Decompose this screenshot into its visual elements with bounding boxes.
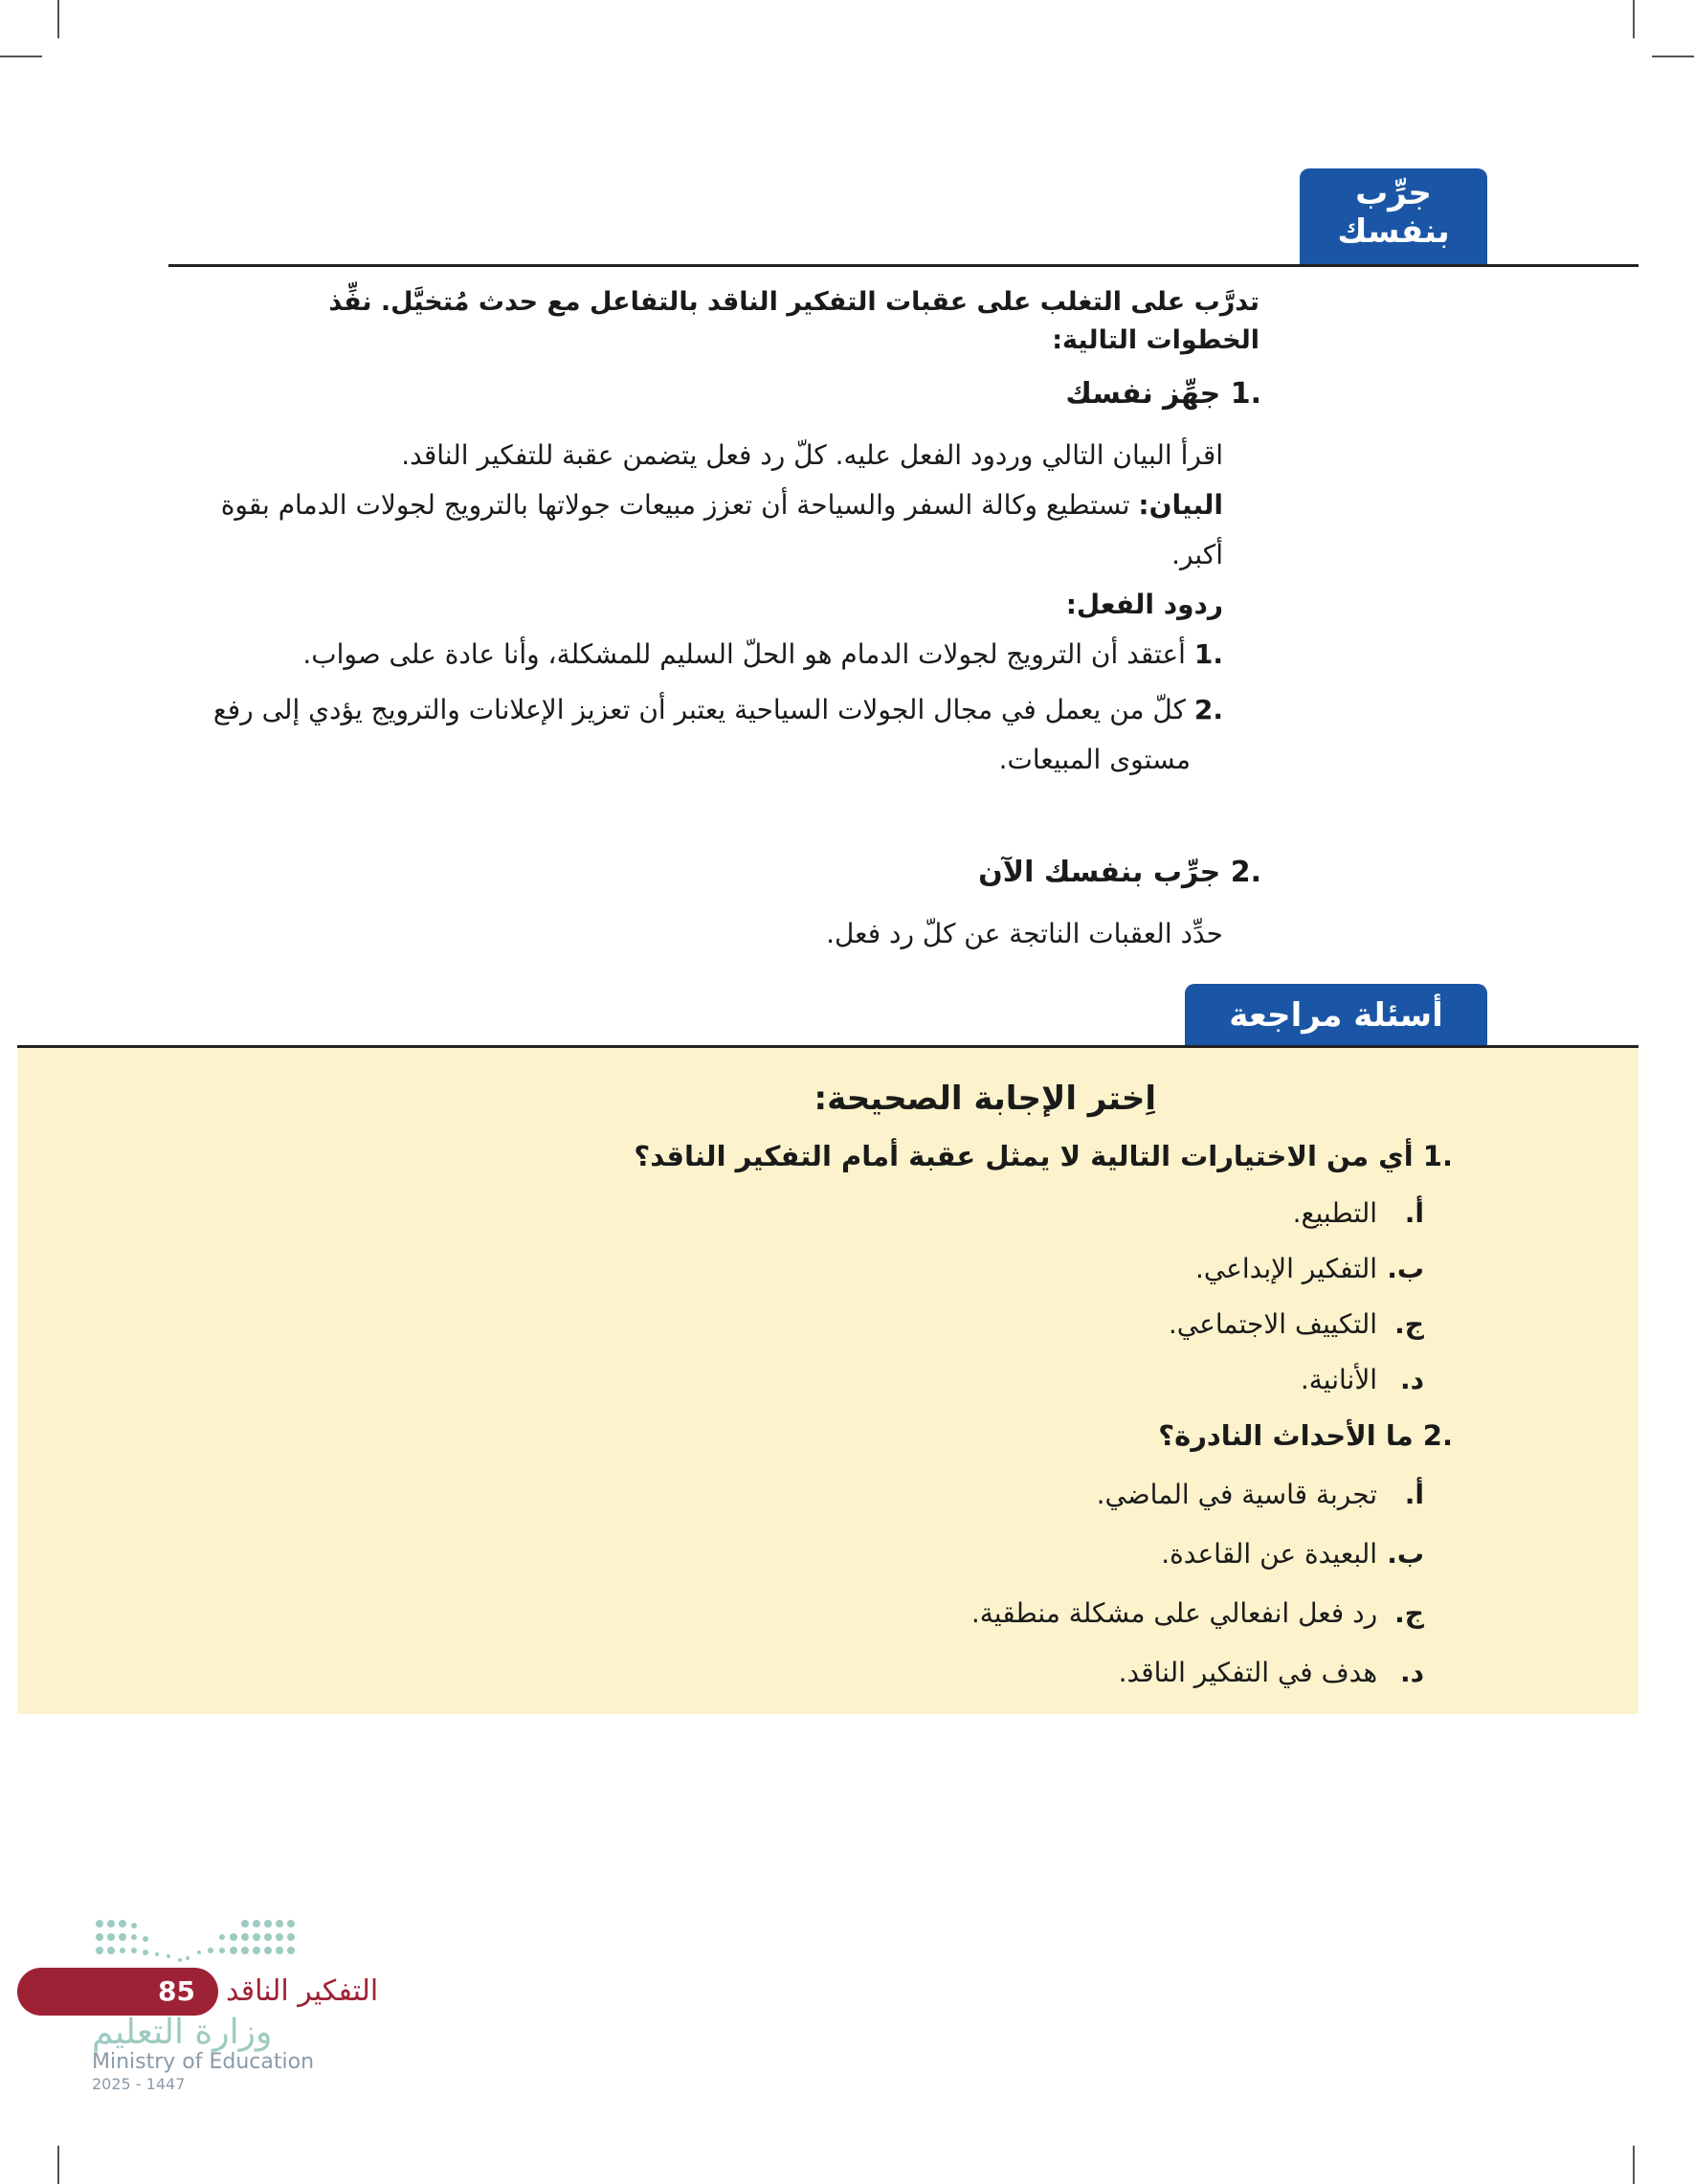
reaction-2 <box>161 685 1223 735</box>
q1-option-d[interactable] <box>1301 1359 1424 1401</box>
try-tab-line1: جرِّب <box>1355 174 1432 212</box>
section-divider <box>168 264 1638 267</box>
book-title: التفكير الناقد <box>226 1974 379 2008</box>
reaction-2-text: كلّ من يعمل في مجال الجولات السياحية يعتبر أن تعزيز الإعلانات والترويج يؤدي إلى رفع <box>212 694 1186 725</box>
reaction-1-text: أعتقد أن الترويج لجولات الدمام هو الحلّ السليم للمشكلة، وأنا عادة على صواب. <box>302 638 1186 670</box>
q2-option-c-label: ج. <box>1394 1597 1424 1629</box>
try-yourself-tab <box>1300 168 1487 264</box>
q2-option-d-text: هدف في التفكير الناقد. <box>1118 1657 1378 1688</box>
try-intro: تدرَّب على التغلب على عقبات التفكير الناقد بالتفاعل مع حدث مُتخيَّل. نفِّذ الخطوات التالية: <box>328 287 1259 355</box>
reaction-1-number: .1 <box>1193 638 1223 670</box>
q1-option-b-text: التفكير الإبداعي. <box>1194 1253 1378 1284</box>
step1-instruction: اقرأ البيان التالي وردود الفعل عليه. كلّ رد فعل يتضمن عقبة للتفكير الناقد. <box>401 439 1223 471</box>
crop-mark <box>1633 2146 1635 2184</box>
review-instruction: اِختر الإجابة الصحيحة: <box>814 1080 1156 1118</box>
q2-option-d[interactable] <box>1119 1652 1424 1694</box>
step2-instruction: حدِّد العقبات الناتجة عن كلّ رد فعل. <box>826 918 1223 949</box>
q1-option-a[interactable] <box>1293 1192 1424 1235</box>
question-1 <box>634 1135 1453 1177</box>
crop-mark <box>1652 56 1694 57</box>
q2-option-b[interactable] <box>1161 1533 1424 1575</box>
q1-option-c-text: التكييف الاجتماعي. <box>1168 1308 1378 1340</box>
reaction-2-continued: مستوى المبيعات. <box>998 744 1191 775</box>
q1-option-a-label: أ. <box>1404 1197 1424 1229</box>
q2-option-a[interactable] <box>1097 1474 1424 1516</box>
question-1-text: أي من الاختيارات التالية لا يمثل عقبة أمام التفكير الناقد؟ <box>634 1140 1414 1172</box>
q1-option-b[interactable] <box>1195 1248 1424 1290</box>
q1-option-d-label: د. <box>1399 1364 1424 1395</box>
crop-mark <box>1633 0 1635 38</box>
question-2-number: .2 <box>1422 1419 1453 1452</box>
page-number-badge: 85 <box>17 1968 218 2016</box>
q2-option-a-label: أ. <box>1404 1479 1424 1510</box>
statement <box>161 480 1223 530</box>
review-questions-tab: أسئلة مراجعة <box>1185 984 1487 1047</box>
try-tab-line2: بنفسك <box>1337 212 1450 251</box>
reaction-1 <box>161 630 1223 680</box>
q2-option-c[interactable] <box>971 1593 1424 1635</box>
reactions-label: ردود الفعل: <box>1065 589 1223 620</box>
step1-body <box>161 431 1223 785</box>
question-1-number: .1 <box>1422 1140 1453 1172</box>
q2-option-d-label: د. <box>1399 1657 1424 1688</box>
step2-number: .2 <box>1230 856 1261 889</box>
q1-option-c-label: ج. <box>1394 1308 1424 1340</box>
crop-mark <box>57 0 59 38</box>
edition-year: 2025 - 1447 <box>92 2075 186 2093</box>
q2-option-a-text: تجربة قاسية في الماضي. <box>1096 1479 1378 1510</box>
q2-option-b-text: البعيدة عن القاعدة. <box>1161 1538 1378 1570</box>
q1-option-d-text: الأنانية. <box>1300 1364 1378 1395</box>
step1-title: جهِّز نفسك <box>1065 377 1221 411</box>
reaction-2-number: .2 <box>1193 694 1223 725</box>
statement-label: البيان: <box>1138 489 1223 521</box>
question-2-text: ما الأحداث النادرة؟ <box>1158 1419 1414 1452</box>
ministry-name-english: Ministry of Education <box>92 2050 315 2074</box>
q2-option-c-text: رد فعل انفعالي على مشكلة منطقية. <box>970 1597 1378 1629</box>
statement-text: تستطيع وكالة السفر والسياحة أن تعزز مبيعات جولاتها بالترويج لجولات الدمام بقوة <box>220 489 1130 521</box>
q1-option-c[interactable] <box>1169 1304 1424 1346</box>
ministry-name-arabic: وزارة التعليم <box>92 2013 273 2052</box>
crop-mark <box>57 2146 59 2184</box>
step2-title: جرِّب بنفسك الآن <box>978 856 1221 889</box>
step1-number: .1 <box>1230 377 1261 411</box>
question-2 <box>1158 1415 1453 1457</box>
step2-heading <box>978 854 1261 892</box>
crop-mark <box>0 56 42 57</box>
step1-heading <box>1065 375 1261 413</box>
q1-option-a-text: التطبيع. <box>1292 1197 1378 1229</box>
q1-option-b-label: ب. <box>1387 1253 1424 1284</box>
statement-continued: أكبر. <box>1171 539 1223 570</box>
q2-option-b-label: ب. <box>1387 1538 1424 1570</box>
